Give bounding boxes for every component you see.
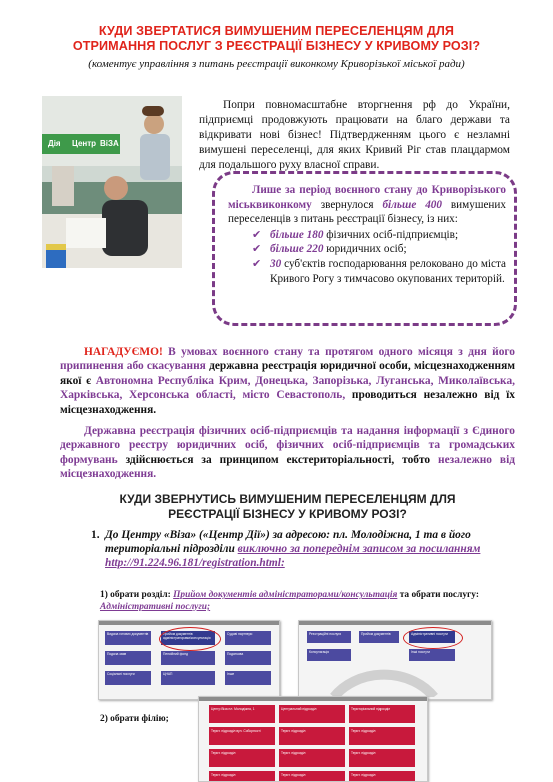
highlight-oval — [159, 627, 221, 651]
registration-part-2: здійснюється за принципом екстериторіальності, тобто — [117, 453, 439, 466]
highlight-oval — [403, 627, 463, 649]
tile[interactable]: Подача заяв — [105, 651, 151, 665]
item-number: 1. — [91, 529, 100, 541]
screenshot-sections — [98, 620, 280, 700]
tile[interactable]: Терит. підрозділ — [279, 727, 345, 745]
callout-text — [228, 183, 506, 286]
registration-part-3: незалежно від місцезнаходження. — [60, 453, 516, 481]
tile[interactable]: Судові партнери — [225, 631, 271, 645]
step-1: 1) обрати розділ: Прийом документів адміністраторами/консультація та обрати послугу: Адміністративні послуги; — [100, 590, 479, 612]
tile[interactable]: Терит. підрозділ — [349, 771, 415, 782]
list-item: ✔ 30 суб'єктів господарювання релоковано до міста Кривого Рогу з тимчасово окупованих територій. — [252, 256, 506, 285]
tile[interactable]: Консультація — [307, 649, 351, 661]
service-link[interactable]: Адміністративні послуги; — [100, 601, 211, 612]
tile[interactable]: Терит. підрозділ — [209, 749, 275, 767]
registration-part-1: Державна реєстрація фізичних осіб-підприємців та надання інформації з Єдиного державного реєстру юридичних осіб, фізичних осіб-підприємців та громадських формувань — [60, 425, 515, 466]
tile[interactable]: Терит. підрозділ вул. Соборності — [209, 727, 275, 745]
centre-photo — [42, 96, 182, 268]
check-icon: ✔ — [252, 256, 262, 270]
callout-count: більше 400 — [382, 198, 442, 211]
tile[interactable]: Територіальний підрозділ — [349, 705, 415, 723]
tile[interactable]: Інше — [225, 671, 271, 685]
tile[interactable]: Терит. підрозділ — [209, 771, 275, 782]
reminder-label: НАГАДУЄМО! — [84, 346, 163, 358]
photo-illustration — [42, 96, 182, 268]
tile[interactable]: Терит. підрозділ — [279, 771, 345, 782]
tile[interactable]: Прийом документів адміністраторами/консультація — [161, 631, 215, 645]
callout-lead-bold: Лише за період воєнного стану до Криворізького міськвиконкому — [228, 184, 506, 211]
reminder-part-2: державна реєстрація юридичної особи, місцезнаходженням якої є — [60, 360, 515, 387]
registration-paragraph — [60, 424, 515, 482]
screenshot-branches — [198, 696, 428, 782]
list-item-viza — [91, 528, 517, 570]
section-heading: КУДИ ЗВЕРНУТИСЬ ВИМУШЕНИМ ПЕРЕСЕЛЕНЦЯМ ДЛЯ РЕЄСТРАЦІЇ БІЗНЕСУ У КРИВОМУ РОЗІ? — [119, 492, 456, 521]
sign-centre: Центр — [72, 139, 97, 148]
reminder-regions: Автономна Республіка Крим, Донецька, Запорізька, Луганська, Миколаївська, Харківська, Херсонська області, місто Севастополь, — [60, 374, 515, 402]
tile[interactable]: Центральний підрозділ — [279, 705, 345, 723]
tile[interactable]: Реєстраційні послуги — [307, 631, 351, 643]
screenshot-services — [298, 620, 492, 700]
reminder-part-1: В умовах воєнного стану та протягом одного місяця з дня його припинення або скасування — [60, 346, 515, 373]
sign-viza: ВіЗА — [100, 139, 119, 148]
tile[interactable]: Податкова — [225, 651, 271, 665]
list-item: ✔ більше 180 фізичних осіб-підприємців; — [252, 227, 459, 241]
callout-count-rest: вимушених переселенців з питань реєстрації бізнесу, із них: — [228, 198, 506, 226]
item-text: До Центру «Віза» («Центр Дії») за адресою: пл. Молодіжна, 1 та в його територіальні підрозділи — [105, 529, 471, 555]
check-icon: ✔ — [252, 227, 262, 241]
intro-paragraph: Попри повномасштабне вторгнення рф до України, підприємці продовжують працювати на благо держави та відкривати нові бізнес! Підтвердженням цього є незламні вимушені переселенці, для яких Кривий Ріг став плацдармом для подальшого руху власної справи. — [199, 99, 510, 171]
tile[interactable]: Інші послуги — [409, 649, 455, 661]
callout-list — [252, 228, 506, 286]
tile[interactable]: Центр Віза пл. Молодіжна, 1 — [209, 705, 275, 723]
callout-lead — [228, 183, 506, 227]
list-item: ✔ більше 220 юридичних осіб; — [252, 242, 407, 256]
section-link[interactable]: Прийом документів адміністраторами/консультація — [173, 590, 398, 600]
tile[interactable]: ЦНАП — [161, 671, 215, 685]
tile[interactable]: Прийом документів — [359, 631, 399, 643]
sign-dia: Дія — [48, 139, 61, 148]
title-line-2: ОТРИМАННЯ ПОСЛУГ З РЕЄСТРАЦІЇ БІЗНЕСУ У КРИВОМУ РОЗІ? — [72, 39, 481, 53]
tile[interactable]: Видача готових документів — [105, 631, 151, 645]
reminder-paragraph — [60, 345, 515, 417]
callout-lead-rest: звернулося — [311, 198, 383, 211]
tile[interactable]: Терит. підрозділ — [279, 749, 345, 767]
title-line-1: КУДИ ЗВЕРТАТИСЯ ВИМУШЕНИМ ПЕРЕСЕЛЕНЦЯМ ДЛЯ — [98, 24, 455, 38]
tile[interactable]: Соціальні послуги — [105, 671, 151, 685]
reminder-part-3: проводиться незалежно від їх місцезнаходження. — [60, 389, 515, 416]
tile[interactable]: Терит. підрозділ — [349, 749, 415, 767]
tile[interactable]: Терит. підрозділ — [349, 727, 415, 745]
tile[interactable]: Пенсійний фонд — [161, 651, 215, 665]
page-title — [20, 24, 533, 54]
step-2: 2) обрати філію; — [100, 714, 169, 724]
check-icon: ✔ — [252, 242, 262, 256]
registration-link[interactable]: виключно за попереднім записом за посиланням http://91.224.96.181/registration.html: — [105, 543, 481, 569]
tile[interactable]: Адміністративні послуги — [409, 631, 455, 643]
page-subtitle: (коментує управління з питань реєстрації виконкому Криворізької міської ради) — [88, 58, 465, 70]
